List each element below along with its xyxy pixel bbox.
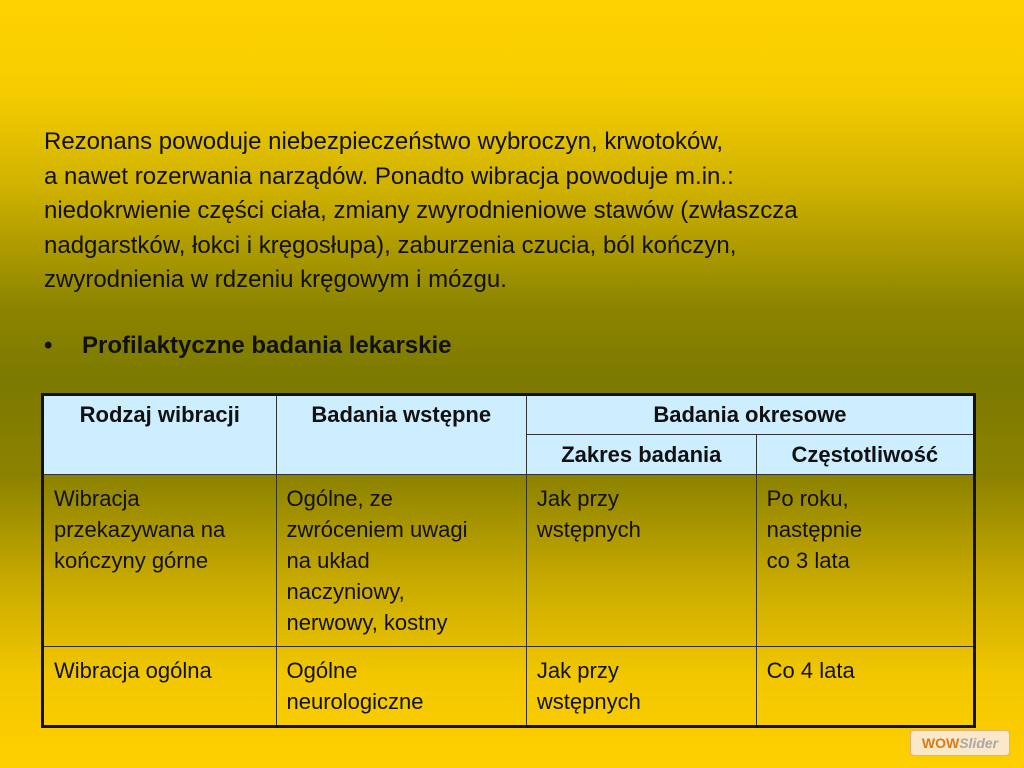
cell-scope: Jak przy wstępnych: [526, 475, 756, 647]
bullet-heading: [44, 332, 452, 360]
cell-initial-exams: Ogólne neurologiczne: [276, 647, 526, 727]
header-scope: Zakres badania: [526, 435, 756, 475]
cell-vibration-type: Wibracja przekazywana na kończyny górne: [43, 475, 277, 647]
header-vibration-type: Rodzaj wibracji: [43, 395, 277, 475]
header-initial-exams: Badania wstępne: [276, 395, 526, 475]
cell-initial-exams: Ogólne, ze zwróceniem uwagi na układ naczyniowy, nerwowy, kostny: [276, 475, 526, 647]
cell-scope: Jak przy wstępnych: [526, 647, 756, 727]
paragraph-line: niedokrwienie części ciała, zmiany zwyrodnieniowe stawów (zwłaszcza: [44, 197, 798, 224]
bullet-dot: •: [44, 332, 53, 359]
cell-frequency: Co 4 lata: [756, 647, 974, 727]
table-row: [43, 475, 975, 647]
header-frequency: Częstotliwość: [756, 435, 974, 475]
table-row: [43, 647, 975, 727]
cell-vibration-type: Wibracja ogólna: [43, 647, 277, 727]
cell-frequency: Po roku, następnie co 3 lata: [756, 475, 974, 647]
paragraph-line: a nawet rozerwania narządów. Ponadto wibracja powoduje m.in.:: [44, 162, 734, 190]
intro-paragraph: [44, 125, 1004, 298]
paragraph-line: Rezonans powoduje niebezpieczeństwo wybroczyn, krwotoków,: [44, 128, 724, 155]
paragraph-line: zwyrodnienia w rdzeniu kręgowym i mózgu.: [44, 266, 507, 293]
paragraph-line: nadgarstków, łokci i kręgosłupa), zaburzenia czucia, ból kończyn,: [44, 231, 737, 259]
header-periodic-exams: Badania okresowe: [526, 395, 974, 435]
wowslider-logo: WOW Slider: [910, 730, 1010, 756]
examinations-table: [41, 393, 976, 728]
bullet-text: Profilaktyczne badania lekarskie: [82, 332, 452, 359]
